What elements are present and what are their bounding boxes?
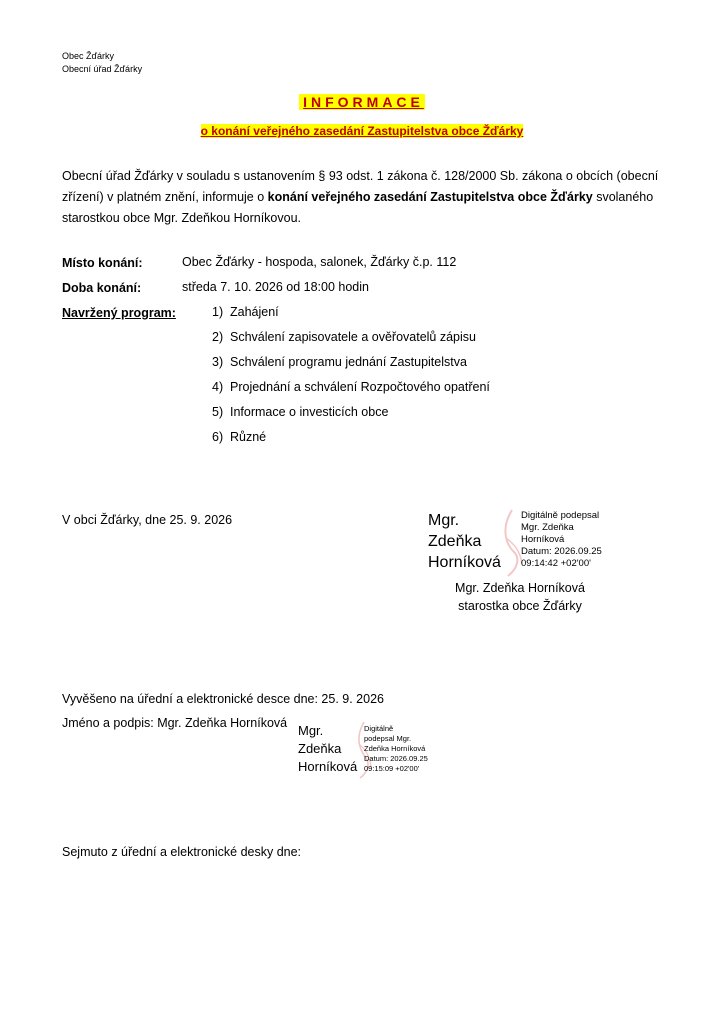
list-item bbox=[212, 352, 490, 377]
digital-signature-2 bbox=[298, 720, 468, 780]
list-item bbox=[212, 402, 490, 427]
document-subtitle bbox=[0, 122, 724, 140]
signature-detail-line: Mgr. Zdeňka bbox=[521, 522, 574, 533]
signature-name-line: Zdeňka bbox=[428, 533, 482, 550]
place-label: Místo konání: bbox=[62, 256, 143, 270]
list-item bbox=[212, 302, 490, 327]
signature-detail-line: Datum: 2026.09.25 bbox=[364, 754, 428, 763]
document-title bbox=[0, 94, 724, 112]
list-item bbox=[212, 427, 490, 452]
time-value: středa 7. 10. 2026 od 18:00 hodin bbox=[182, 280, 369, 294]
posted-date: Vyvěšeno na úřední a elektronické desce dne: 25. 9. 2026 bbox=[62, 692, 384, 706]
item-number: 4) bbox=[212, 380, 224, 394]
header-line-1: Obec Žďárky bbox=[62, 51, 115, 61]
item-text: Schválení zapisovatele a ověřovatelů zápisu bbox=[230, 330, 476, 344]
signature-detail-line: podepsal Mgr. bbox=[364, 734, 412, 743]
signature-details bbox=[364, 724, 428, 774]
intro-part-1: Obecní úřad Žďárky v souladu s ustanovením § 93 odst. 1 zákona č. 128/2000 Sb. zákona o obcích (obecní zřízení) v platném znění, informuje o bbox=[62, 169, 659, 204]
signatory-name: Mgr. Zdeňka Horníková bbox=[455, 581, 585, 595]
intro-paragraph bbox=[62, 166, 662, 229]
signature-detail-line: Zdeňka Horníková bbox=[364, 744, 426, 753]
signature-name bbox=[298, 722, 357, 776]
header-line-2: Obecní úřad Žďárky bbox=[62, 64, 143, 74]
item-text: Projednání a schválení Rozpočtového opatření bbox=[230, 380, 490, 394]
signature-detail-line: 09:14:42 +02'00' bbox=[521, 558, 591, 569]
signature-name-line: Horníková bbox=[298, 759, 358, 774]
list-item bbox=[212, 377, 490, 402]
signature-name-line: Zdeňka bbox=[298, 741, 342, 756]
item-text: Schválení programu jednání Zastupitelstva bbox=[230, 355, 467, 369]
signature-detail-line: 09:15:09 +02'00' bbox=[364, 764, 420, 773]
intro-part-2: svolaného starostkou obce Mgr. Zdeňkou Horníkovou. bbox=[62, 190, 654, 225]
item-number: 1) bbox=[212, 305, 224, 319]
place-value: Obec Žďárky - hospoda, salonek, Žďárky č.p. 112 bbox=[182, 255, 457, 269]
signatory-role: starostka obce Žďárky bbox=[458, 599, 582, 613]
signature-name-line: Mgr. bbox=[298, 723, 324, 738]
item-number: 5) bbox=[212, 405, 224, 419]
item-text: Různé bbox=[230, 430, 267, 444]
signature-detail-line: Digitálně podepsal bbox=[521, 510, 600, 521]
list-item bbox=[212, 327, 490, 352]
digital-signature-1 bbox=[428, 508, 628, 576]
item-text: Zahájení bbox=[230, 305, 279, 319]
intro-bold: konání veřejného zasedání Zastupitelstva obce Žďárky bbox=[267, 190, 593, 204]
program-label: Navržený program: bbox=[62, 306, 176, 320]
signature-detail-line: Digitálně bbox=[364, 724, 394, 733]
time-label: Doba konání: bbox=[62, 281, 142, 295]
name-and-signature: Jméno a podpis: Mgr. Zdeňka Horníková bbox=[62, 716, 288, 730]
item-text: Informace o investicích obce bbox=[230, 405, 389, 419]
signature-details bbox=[521, 510, 602, 570]
removed-date: Sejmuto z úřední a elektronické desky dne: bbox=[62, 845, 302, 859]
subtitle-text: o konání veřejného zasedání Zastupitelstva obce Žďárky bbox=[200, 124, 524, 138]
signature-name-line: Horníková bbox=[428, 554, 501, 571]
signature-name-line: Mgr. bbox=[428, 512, 460, 529]
signature-detail-line: Datum: 2026.09.25 bbox=[521, 546, 602, 557]
item-number: 2) bbox=[212, 330, 224, 344]
item-number: 6) bbox=[212, 430, 224, 444]
place-date: V obci Žďárky, dne 25. 9. 2026 bbox=[62, 513, 233, 527]
signature-detail-line: Horníková bbox=[521, 534, 565, 545]
signature-name bbox=[428, 510, 501, 573]
item-number: 3) bbox=[212, 355, 224, 369]
title-text: INFORMACE bbox=[299, 94, 425, 110]
municipality-header bbox=[62, 50, 142, 76]
program-list bbox=[212, 302, 490, 452]
